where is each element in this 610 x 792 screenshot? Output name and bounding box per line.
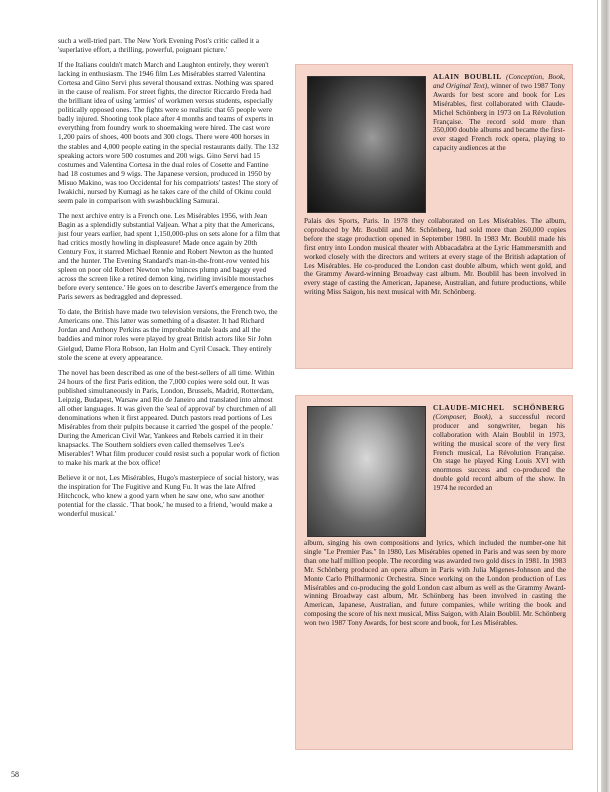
bio-role: (Conception, Book, and Original Text), bbox=[433, 72, 565, 90]
bio-text: a successful record producer and songwriter, began his collaboration with Alain Boublil in 1973, writing the musical score of the very first French musical, La Révolution Française. On stage he played King Louis XVI with enormous success and co-produced the double gold record album of the show. In 1974 he recorded an bbox=[433, 411, 565, 493]
portrait-photo-schonberg bbox=[307, 406, 426, 537]
bio-below-text-schonberg: album, singing his own compositions and lyrics, which included the number-one hit single "Le Premier Pas." In 1980, Les Misérables opened in Paris and was seen by more than one half million people. The recording was awarded two gold discs in 1981. In 1983 Mr. Schönberg produced an opera album in Paris with Julia Migenes-Johnson and the Monte Carlo Philharmonic Orchestra. Since working on the London production of Les Misérables and co-producing the gold London cast album as well as the Grammy Award-winning Broadway cast album, Mr. Schönberg has been involved in casting the American, Japanese, Australian, and future companies, while writing the book and composing the score of his next musical, Miss Saigon, with Alain Boublil. Mr. Schönberg won two 1987 Tony Awards, for best score and book, for Les Misérables. bbox=[304, 538, 566, 628]
bio-text: winner of two 1987 Tony Awards for best score and book for Les Misérables, first collaborated with Claude-Michel Schönberg in 1973 on La Révolution Française. The record sold more than 350,000 double albums and became the first-ever staged French rock opera, playing to capacity audiences at the bbox=[433, 80, 565, 153]
article-paragraph: The next archive entry is a French one. Les Misérables 1956, with Jean Bagin as a splendidly substantial Valjean. What a pity that the Americans, just four years earlier, had spent 1,150,000-plus on sets alone for a film that had critics mostly howling in displeasure! Made once again by 20th Century Fox, it starred Michael Rennie and Robert Newton as the hunted and the hunter. The Evening Standard's man-in-the-front-row vented his spleen on poor old Robert Newton who 'minces plump and baggy eyed across the screen like a retired demon king, twirling invisible moustaches before every sentence.' He goes on to describe Javert's emergence from the Paris sewers as bedraggled and depressed. bbox=[58, 210, 281, 302]
page-edge bbox=[601, 0, 610, 792]
page-gutter-line bbox=[597, 0, 598, 792]
bio-below-text-boublil: Palais des Sports, Paris. In 1978 they collaborated on Les Misérables. The album, coproduced by Mr. Boublil and Mr. Schönberg, had sold more than 260,000 copies before the stage production opened in September 1980. In 1983 Mr. Boublil made his first entry into London musical theater with Abbacadabra at the Lyric Hammersmith and worked closely with the directors and writers at every stage of the British adaptation of Les Misérables. He co-produced the London cast double album, which went gold, and the Grammy Award-winning Broadway cast album. Mr. Boublil has been involved in every stage of casting the American, Japanese, Australian, and future productions, while writing Miss Saigon, his next musical with Mr. Schönberg. bbox=[304, 216, 566, 297]
portrait-photo-boublil bbox=[307, 76, 426, 213]
article-paragraph: Believe it or not, Les Misérables, Hugo's masterpiece of social history, was the inspiration for The Fugitive and Kung Fu. It was the late Alfred Hitchcock, who knew a good yarn when he saw one, who saw another potential for the classic. 'That book,' he mused to a friend, 'would make a wonderful musical.' bbox=[58, 473, 279, 519]
bio-name: ALAIN BOUBLIL bbox=[433, 72, 502, 81]
article-paragraph: If the Italians couldn't match March and Laughton entirely, they weren't lacking in enthusiasm. The 1946 film Les Misérables starred Valentina Cortesa and Gino Servi plus several thousand extras. Nothing was spared in the cause of realism. For street fights, the director Riccardo Freda had the brilliant idea of using 'armies' of workmen versus students, especially politically opposed ones. The fights were so realistic that 65 people were badly injured. Shooting took place after 4 months and teams of experts in everything from foundry work to shoemaking were hired. The cast wore 1,200 pairs of shoes, 400 boots and 300 clogs. There were 400 horses in the stables and 4,000 people eating in the special restaurants daily. The 132 speaking actors wore 500 costumes and 200 wigs. Gino Servi had 15 costumes and Valentina Cortesa in the dual roles of Cosette and Fantine had 18 costumes and 9 wigs. The Japanese version, produced in 1950 by Misuo Makino, was too Occidental for his compatriots' tastes! The story of Iwakichi, nursed by Kumagi as he takes care of the child of Okinu could seem pale in comparison with swashbuckling Samurai. bbox=[58, 60, 279, 205]
bio-side-text-schonberg bbox=[433, 404, 565, 493]
bio-name: CLAUDE-MICHEL SCHÖNBERG bbox=[433, 403, 565, 412]
left-article-column bbox=[58, 36, 280, 524]
bio-side-text-boublil bbox=[433, 73, 565, 153]
article-paragraph: such a well-tried part. The New York Evening Post's critic called it a 'superlative effort, a thrilling, powerful, poignant picture.' bbox=[58, 36, 260, 55]
bio-role: (Composer, Book), bbox=[433, 411, 493, 421]
article-paragraph: The novel has been described as one of the best-sellers of all time. Within 24 hours of the first Paris edition, the 7,000 copies were sold out. It was published simultaneously in Paris, London, Brussels, Madrid, Rotterdam, Leipzig, Budapest, Warsaw and Rio de Janeiro and translated into almost all other languages. It was given the 'seal of approval' by churchmen of all denominations when it first appeared. Dutch pastors read portions of Les Misérables from their pulpits because it carried 'the gospel of the people.' During the American Civil War, Yankees and Rebels carried it in their knapsacks. The Southern soldiers even called themselves 'Lee's Miserables'! What film producer could resist such a popular work of fiction to make his mark at the box office! bbox=[58, 367, 280, 468]
bio-panel-schonberg bbox=[295, 395, 573, 750]
article-paragraph: To date, the British have made two television versions, the French two, the Americans one. This latter was something of a disaster. It had Richard Jordan and Anthony Perkins as the improbable male leads and all the baddies and minor roles were played by great British actors like Sir John Gielgud, Dame Flora Robson, Ian Holm and Cyril Cusack. They entirely stole the scene at every appearance. bbox=[58, 307, 278, 362]
bio-panel-boublil bbox=[295, 64, 573, 369]
page-number: 58 bbox=[11, 770, 19, 779]
